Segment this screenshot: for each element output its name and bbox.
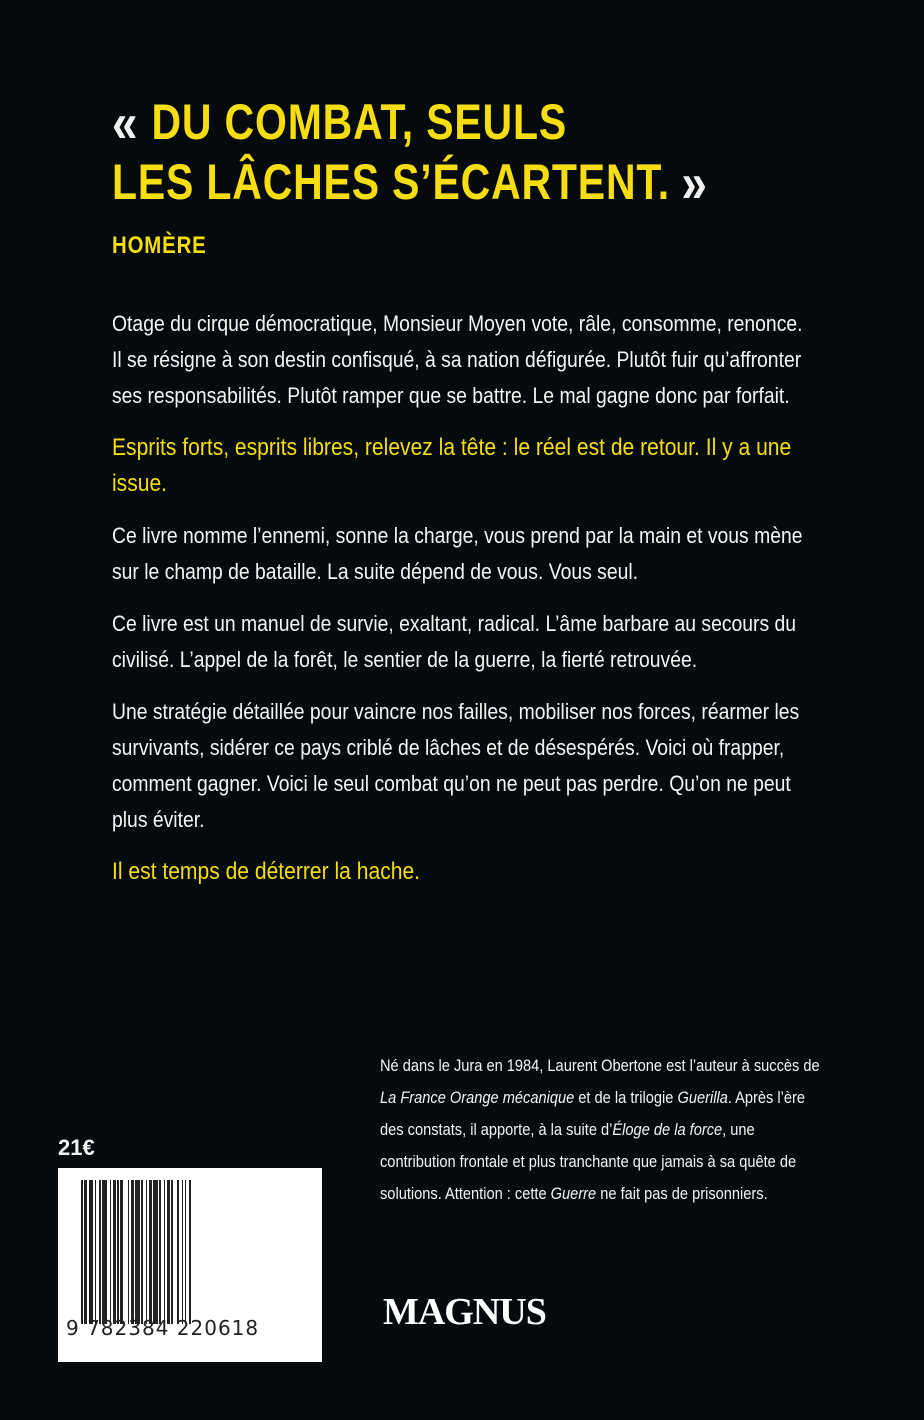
isbn-digits: 9 782384 220618 — [66, 1316, 260, 1340]
barcode-bars — [81, 1180, 306, 1328]
blurb-paragraph: Ce livre nomme l’ennemi, sonne la charge, vous prend par la main et vous mène sur le champ de bataille. La suite dépend de vous. Vous seul. — [112, 523, 803, 584]
quote-author: HOMÈRE — [112, 232, 207, 259]
book-title: Guerre — [550, 1184, 597, 1203]
barcode — [58, 1168, 322, 1362]
blurb-paragraph: Otage du cirque démocratique, Monsieur Moyen vote, râle, consomme, renonce. Il se résigne à son destin confisqué, à sa nation défigurée. Plutôt fuir qu’affronter ses responsabilités. Plutôt ramper que se battre. Le mal gagne donc par forfait. — [112, 311, 803, 408]
open-guillemet-icon: « — [112, 90, 139, 154]
blurb-highlight: Il est temps de déterrer la hache. — [112, 858, 421, 885]
blurb-paragraph: Ce livre est un manuel de survie, exaltant, radical. L’âme barbare au secours du civilisé. L’appel de la forêt, le sentier de la guerre, la fierté retrouvée. — [112, 611, 797, 672]
price: 21€ — [58, 1135, 95, 1160]
close-guillemet-icon: » — [681, 150, 708, 214]
blurb-paragraph: Une stratégie détaillée pour vaincre nos failles, mobiliser nos forces, réarmer les survivants, sidérer ce pays criblé de lâches et de désespérés. Voici où frapper, comment gagner. Voici le seul combat qu’on ne peut pas perdre. Qu’on ne peut plus éviter. — [112, 699, 800, 832]
author-bio: Né dans le Jura en 1984, Laurent Obertone est l’auteur à succès de La France Orange mécanique et de la trilogie Guerilla. Après l’ère des constats, il apporte, à la suite d’Éloge de la force, une contribution frontale et plus tranchante que jamais à sa quête de solutions. Attention : cette Guerre ne fait pas de prisonniers. — [380, 1056, 820, 1203]
book-title: Éloge de la force — [612, 1120, 723, 1139]
blurb-highlight: Esprits forts, esprits libres, relevez la tête : le réel est de retour. Il y a une issue. — [112, 434, 792, 497]
quote-line-1: « DU COMBAT, SEULS — [112, 90, 568, 154]
publisher-logo: MAGNUS — [383, 1291, 546, 1333]
epigraph-quote — [112, 92, 839, 212]
book-title: Guerilla — [677, 1088, 728, 1107]
blurb — [112, 306, 812, 906]
book-title: La France Orange mécanique — [380, 1088, 575, 1107]
quote-line-2: LES LÂCHES S’ÉCARTENT. » — [112, 150, 708, 214]
